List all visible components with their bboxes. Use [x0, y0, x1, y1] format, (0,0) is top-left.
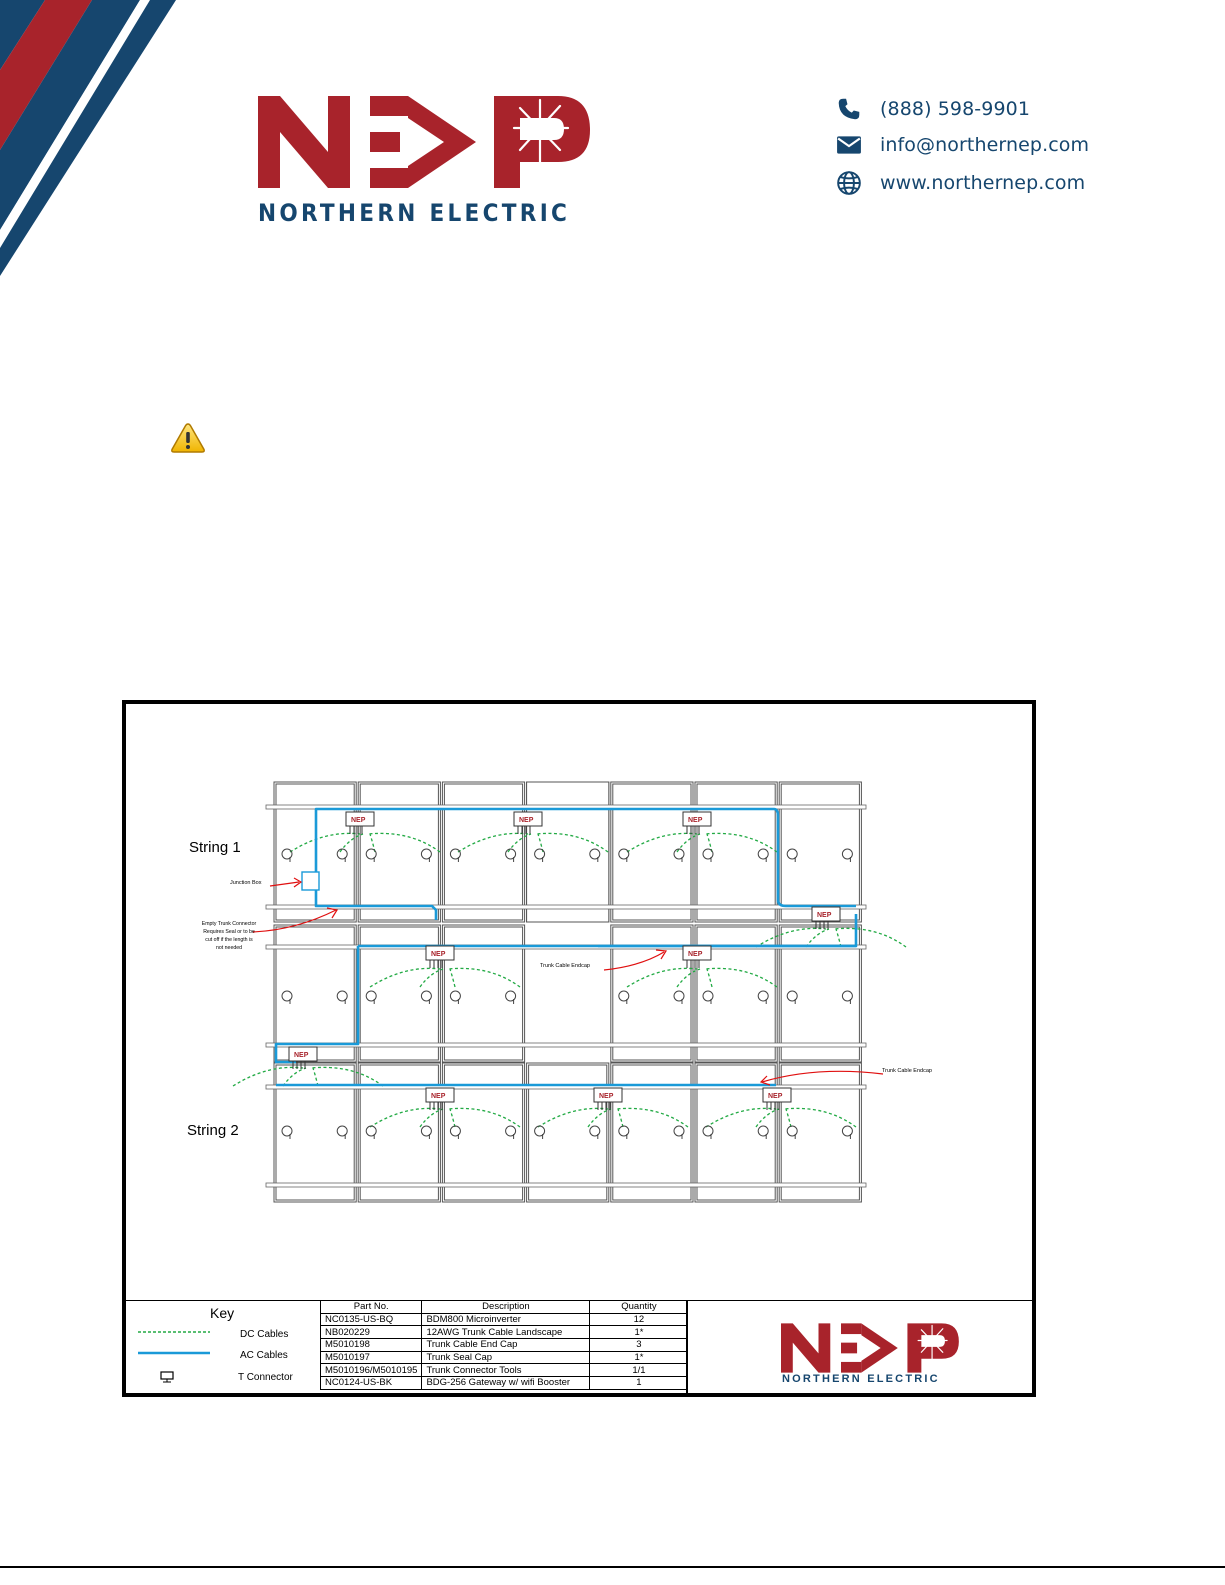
solar-panel	[442, 782, 524, 922]
string-2-label: String 2	[187, 1122, 239, 1139]
quantity-cell: 12	[590, 1313, 688, 1326]
empty-trunk-callout: Empty Trunk Connector Requires Seal or to be cut off if the length is not needed	[201, 921, 257, 951]
contact-phone[interactable]	[836, 96, 1030, 122]
mounting-rail	[266, 1183, 866, 1187]
svg-text:NEP: NEP	[351, 817, 366, 824]
part-no-cell: NB020229	[321, 1326, 422, 1339]
svg-text:NEP: NEP	[768, 1093, 783, 1100]
website-text: www.northernep.com	[880, 172, 1086, 194]
description-cell: Trunk Seal Cap	[422, 1351, 590, 1364]
quantity-cell: 1*	[590, 1351, 688, 1364]
table-row	[321, 1326, 688, 1339]
solar-panel	[611, 782, 693, 922]
part-no-cell: NC0135-US-BQ	[321, 1313, 422, 1326]
svg-text:NEP: NEP	[599, 1093, 614, 1100]
part-no-cell: NC0124-US-BK	[321, 1377, 422, 1390]
phone-text: (888) 598-9901	[880, 98, 1031, 120]
page-bottom-rule	[0, 1566, 1225, 1568]
svg-text:NEP: NEP	[294, 1052, 309, 1059]
solar-panel	[779, 782, 861, 922]
array-layout-diagram	[126, 704, 1032, 1300]
part-no-cell: M5010198	[321, 1339, 422, 1352]
mail-icon	[836, 132, 862, 158]
junction-box-callout: Junction Box	[230, 880, 262, 886]
panel-grid	[274, 782, 861, 1202]
ac-cables-label: AC Cables	[240, 1350, 288, 1361]
table-row	[321, 1364, 688, 1377]
description-cell: 12AWG Trunk Cable Landscape	[422, 1326, 590, 1339]
key-title: Key	[210, 1305, 235, 1321]
endcap-callout-right: Trunk Cable Endcap	[882, 1068, 932, 1074]
t-connector-label: T Connector	[238, 1372, 293, 1383]
table-header-row	[321, 1301, 688, 1314]
email-text: info@northernep.com	[880, 134, 1090, 156]
col-description: Description	[422, 1301, 590, 1314]
dc-cables-label: DC Cables	[240, 1329, 289, 1340]
quantity-cell: 1*	[590, 1326, 688, 1339]
quantity-cell: 1/1	[590, 1364, 688, 1377]
key-legend	[126, 1300, 320, 1397]
description-cell: BDM800 Microinverter	[422, 1313, 590, 1326]
description-cell: BDG-256 Gateway w/ wifi Booster	[422, 1377, 590, 1390]
table-row	[321, 1351, 688, 1364]
solar-panel	[695, 782, 777, 922]
endcap-callout-middle: Trunk Cable Endcap	[540, 963, 590, 969]
solar-panel	[779, 1063, 861, 1202]
wiring-diagram-sheet	[122, 700, 1036, 1397]
part-no-cell: M5010196/M5010195	[321, 1364, 422, 1377]
t-connector-icon	[160, 1371, 174, 1383]
junction-box	[302, 872, 319, 890]
brand-name: NORTHERN ELECTRIC	[258, 199, 571, 227]
part-no-cell: M5010197	[321, 1351, 422, 1364]
svg-text:NEP: NEP	[431, 1093, 446, 1100]
corner-stripes	[0, 0, 180, 280]
table-row	[321, 1313, 688, 1326]
ac-cable-line	[138, 1351, 210, 1355]
table-row	[321, 1377, 688, 1390]
quantity-cell: 3	[590, 1339, 688, 1352]
svg-text:NEP: NEP	[688, 951, 703, 958]
nep-logo	[258, 92, 594, 192]
svg-text:NEP: NEP	[431, 951, 446, 958]
description-cell: Trunk Connector Tools	[422, 1364, 590, 1377]
bill-of-materials-table	[320, 1300, 688, 1390]
col-quantity: Quantity	[590, 1301, 688, 1314]
dc-cable-line	[138, 1330, 210, 1334]
quantity-cell: 1	[590, 1377, 688, 1390]
string-1-label: String 1	[189, 839, 241, 856]
warning-icon	[170, 422, 206, 454]
svg-text:NEP: NEP	[688, 817, 703, 824]
solar-panel	[527, 782, 609, 922]
contact-website[interactable]	[836, 170, 1085, 196]
footer-brand-name: NORTHERN ELECTRIC	[782, 1373, 940, 1385]
col-part-no: Part No.	[321, 1301, 422, 1314]
contact-email[interactable]	[836, 132, 1089, 158]
svg-text:NEP: NEP	[519, 817, 534, 824]
phone-icon	[836, 96, 862, 122]
svg-text:NEP: NEP	[817, 912, 832, 919]
solar-panel	[358, 782, 440, 922]
table-row	[321, 1339, 688, 1352]
globe-icon	[836, 170, 862, 196]
description-cell: Trunk Cable End Cap	[422, 1339, 590, 1352]
nep-logo-footer	[781, 1320, 961, 1376]
